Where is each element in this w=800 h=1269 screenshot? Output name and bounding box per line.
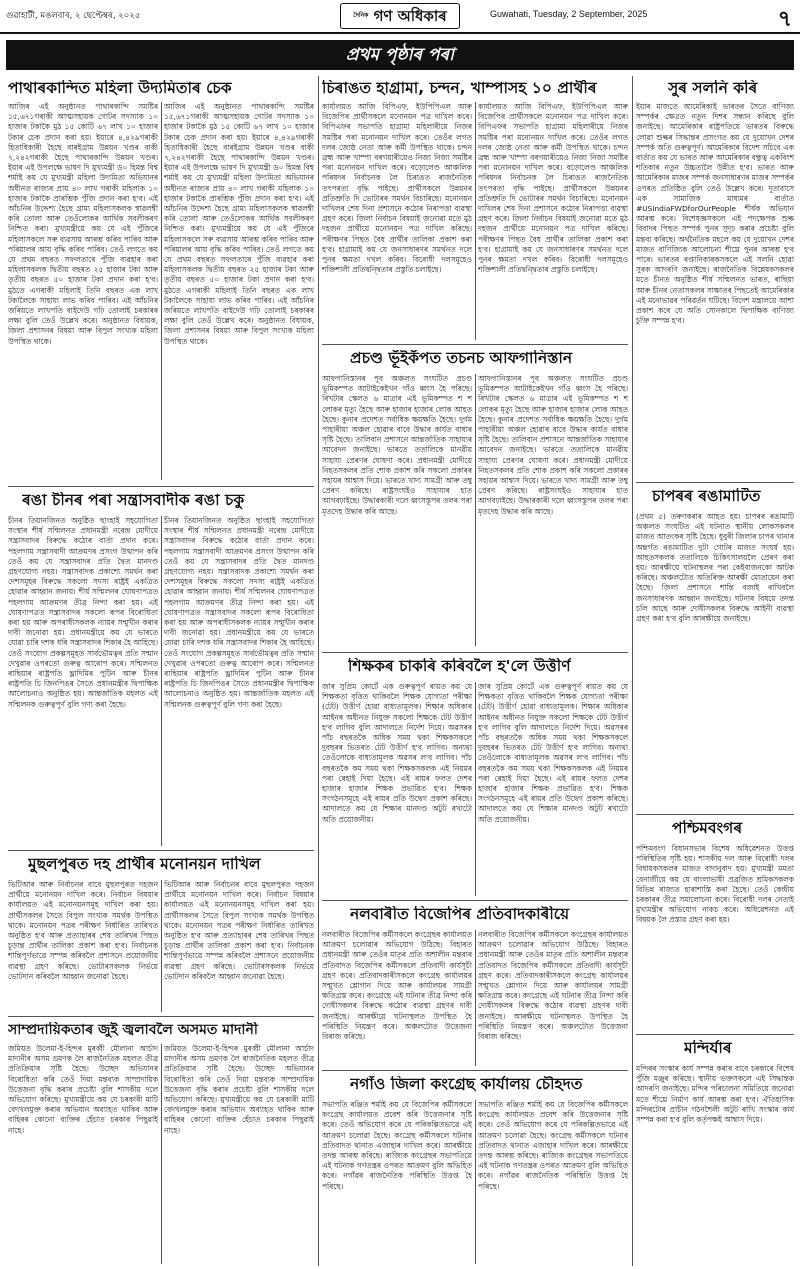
- section-rule: [322, 344, 628, 345]
- article-b2-body-col1: আফগানিস্তানৰ পূব অঞ্চলত সংঘটিত প্ৰচণ্ড ভূমিকম্পত আটাইকেইখন গাঁও ধ্বংস হৈ পৰিছে। ৰিখটাৰ স্কেলত ৬ মাত্ৰাৰ এই ভূমিকম্পত শ শ লোকৰ মৃত্যু হৈছে আৰু হাজাৰ হাজাৰ লোক আহত হৈছে। কুনাৰ প্ৰদেশত সৰ্বাধিক ক্ষয়ক্ষতি হৈছে। দুৰ্গম পাহাৰীয়া অঞ্চল হোৱাৰ বাবে উদ্ধাৰ কাৰ্যত বাধাৰ সৃষ্টি হৈছে। তালিবান প্ৰশাসনে আন্তৰ্জাতিক সাহায্যৰ আবেদন জনাইছে। ভাৰতে ততালিকে মানৱীয় সাহায্য প্ৰেৰণৰ ঘোষণা কৰে। প্ৰধানমন্ত্ৰী মোদীয়ে নিহতসকলৰ প্ৰতি শোক প্ৰকাশ কৰি সকলো প্ৰকাৰৰ সহায়ৰ আশ্বাস দিয়ে। ভাৰতে খাদ্য সামগ্ৰী আৰু তম্বু প্ৰেৰণ কৰিছে। ৰাষ্ট্ৰসংঘইও সাহায্যৰ হাত আগবঢ়াইছে। উদ্ধাৰকাৰী দলে ধ্বংসস্তূপৰ তলৰ পৰা মৃতদেহ উদ্ধাৰ কৰি আছে।: [322, 374, 472, 516]
- article-b4-body-col1: নলবাৰীত বিজেপিৰ কৰ্মীসকলে কংগ্ৰেছৰ কাৰ্যালয়ত আক্ৰমণ চলোৱাৰ অভিযোগ উঠিছে। বিহাৰত প্ৰধানমন্ত্ৰী আৰু তেওঁৰ মাতৃৰ প্ৰতি অশালীন মন্তব্যৰ প্ৰতিবাদত বিজেপিৰ কৰ্মীসকলে প্ৰতিবাদী কাৰ্যসূচী গ্ৰহণ কৰে। প্ৰতিবাদকাৰীসকলে কংগ্ৰেছ কাৰ্যালয়ৰ সন্মুখত শ্লোগান দিয়ে আৰু কাৰ্যালয়ৰ সামগ্ৰী ক্ষতিগ্ৰস্ত কৰে। কংগ্ৰেছে এই ঘটনাৰ তীব্ৰ নিন্দা কৰি দোষীসকলৰ বিৰুদ্ধে কঠোৰ ব্যৱস্থা গ্ৰহণৰ দাবী জনাইছে। আৰক্ষীয়ে ঘটনাস্থলত উপস্থিত হৈ পৰিস্থিতি নিয়ন্ত্ৰণ কৰে। অঞ্চলটোত উত্তেজনা বিৰাজ কৰিছে।: [322, 930, 472, 1042]
- column-rule: [475, 930, 476, 1066]
- section-rule: [322, 900, 628, 901]
- masthead: [0, 0, 800, 34]
- section-rule: [322, 1070, 628, 1071]
- column-rule: [632, 76, 633, 1266]
- article-c2-body: (প্ৰথম ৫) তৰুণকৰাৰ আহত হয়। চাপৰৰ ৰঙামাটি অঞ্চলত সংঘটিত এই ঘটনাত স্থানীয় লোকসকলৰ মাজত আতংকৰ সৃষ্টি হৈছে। ধুবুৰী জিলাৰ চাপৰ থানাৰ অন্তৰ্গত ৰঙামাটিত দুটা গোটৰ মাজত সংঘৰ্ষ হয়। আহতসকলক ততালিকে চিকিৎসালয়লৈ প্ৰেৰণ কৰা হয়। আৰক্ষীয়ে ঘটনাস্থলৰ পৰা কেইবাজনকো আটক কৰিছে। অঞ্চলটোত অতিৰিক্ত আৰক্ষী মোতায়েন কৰা হৈছে। জিলা প্ৰশাসনে শান্তি বজাই ৰাখিবলৈ জনসাধাৰণক আহ্বান জনাইছে। ঘটনাৰ বিষয়ে তদন্ত চলি আছে আৰু দোষীসকলৰ বিৰুদ্ধে আইনী ব্যৱস্থা গ্ৰহণ কৰা হ'ব বুলি আৰক্ষীয়ে জনাইছে।: [636, 512, 794, 624]
- left-dateline: গুৱাহাটী, মঙলবাৰ, ২ ছেপ্টেম্বৰ, ২০২৫: [6, 11, 141, 21]
- column-rule: [161, 1044, 162, 1264]
- section-rule: [322, 652, 628, 653]
- article-b3-body-col2: জাৰ সুপ্ৰিম কোৰ্টে এক গুৰুত্বপূৰ্ণ ৰায়ত কয় যে শিক্ষকতা বৃত্তিত থাকিবলৈ শিক্ষক যোগ্যতা পৰীক্ষা (টেট) উত্তীৰ্ণ হোৱা বাধ্যতামূলক। শিক্ষাৰ অধিকাৰ আইনৰ অধীনত নিযুক্ত সকলো শিক্ষকে টেট উত্তীৰ্ণ হ'ব লাগিব বুলি আদালতে নিৰ্দেশ দিয়ে। অৱসৰৰ পাঁচ বছৰতকৈ অধিক সময় থকা শিক্ষকসকলে দুবছৰৰ ভিতৰত টেট উত্তীৰ্ণ হ'ব লাগিব। অন্যথা তেওঁলোকে বাধ্যতামূলক অৱসৰ ল'ব লাগিব। পাঁচ বছৰতকৈ কম সময় থকা শিক্ষকসকলক এই নিয়মৰ পৰা ৰেহাই দিয়া হৈছে। এই ৰায়ৰ ফলত দেশৰ হাজাৰ হাজাৰ শিক্ষক প্ৰভাৱিত হ'ব। শিক্ষক সংগঠনসমূহে এই ৰায়ৰ প্ৰতি উদ্বেগ প্ৰকাশ কৰিছে। আদালতে কয় যে শিক্ষাৰ মানদণ্ড অটুট ৰখাটো অতি প্ৰয়োজনীয়।: [478, 682, 628, 824]
- article-a4-body-col2: জমিয়ত উলেমা-ই-হিন্দৰ মুৰব্বী মৌলানা আৰ্চাদ মাদানীৰ অসম ভ্ৰমণক লৈ ৰাজনৈতিক মহলত তীব্ৰ প্ৰতিক্ৰিয়াৰ সৃষ্টি হৈছে। উচ্ছেদ অভিযানৰ বিৰোধিতা কৰি তেওঁ দিয়া মন্তব্যক সাম্প্ৰদায়িক উত্তেজনা বৃদ্ধি কৰাৰ প্ৰচেষ্টা বুলি শাসকীয় দলে অভিযোগ কৰিছে। মুখ্যমন্ত্ৰীয়ে কয় যে চৰকাৰী মাটি বেদখলমুক্ত কৰাৰ অভিযান অব্যাহত থাকিব আৰু বাহিৰৰ কোনো ব্যক্তিৰ হেঁচাত চৰকাৰ পিছুৱাই নাহে।: [164, 1044, 314, 1135]
- article-b5-headline: নগাঁও জিলা কংগ্ৰেছ কাৰ্যালয় চৌহদত: [350, 1076, 583, 1093]
- article-b2-body-col2: আফগানিস্তানৰ পূব অঞ্চলত সংঘটিত প্ৰচণ্ড ভূমিকম্পত আটাইকেইখন গাঁও ধ্বংস হৈ পৰিছে। ৰিখটাৰ স্কেলত ৬ মাত্ৰাৰ এই ভূমিকম্পত শ শ লোকৰ মৃত্যু হৈছে আৰু হাজাৰ হাজাৰ লোক আহত হৈছে। কুনাৰ প্ৰদেশত সৰ্বাধিক ক্ষয়ক্ষতি হৈছে। দুৰ্গম পাহাৰীয়া অঞ্চল হোৱাৰ বাবে উদ্ধাৰ কাৰ্যত বাধাৰ সৃষ্টি হৈছে। তালিবান প্ৰশাসনে আন্তৰ্জাতিক সাহায্যৰ আবেদন জনাইছে। ভাৰতে ততালিকে মানৱীয় সাহায্য প্ৰেৰণৰ ঘোষণা কৰে। প্ৰধানমন্ত্ৰী মোদীয়ে নিহতসকলৰ প্ৰতি শোক প্ৰকাশ কৰি সকলো প্ৰকাৰৰ সহায়ৰ আশ্বাস দিয়ে। ভাৰতে খাদ্য সামগ্ৰী আৰু তম্বু প্ৰেৰণ কৰিছে। ৰাষ্ট্ৰসংঘইও সাহায্যৰ হাত আগবঢ়াইছে। উদ্ধাৰকাৰী দলে ধ্বংসস্তূপৰ তলৰ পৰা মৃতদেহ উদ্ধাৰ কৰি আছে।: [478, 374, 628, 516]
- column-rule: [161, 102, 162, 480]
- article-b4-body-col2: নলবাৰীত বিজেপিৰ কৰ্মীসকলে কংগ্ৰেছৰ কাৰ্যালয়ত আক্ৰমণ চলোৱাৰ অভিযোগ উঠিছে। বিহাৰত প্ৰধানমন্ত্ৰী আৰু তেওঁৰ মাতৃৰ প্ৰতি অশালীন মন্তব্যৰ প্ৰতিবাদত বিজেপিৰ কৰ্মীসকলে প্ৰতিবাদী কাৰ্যসূচী গ্ৰহণ কৰে। প্ৰতিবাদকাৰীসকলে কংগ্ৰেছ কাৰ্যালয়ৰ সন্মুখত শ্লোগান দিয়ে আৰু কাৰ্যালয়ৰ সামগ্ৰী ক্ষতিগ্ৰস্ত কৰে। কংগ্ৰেছে এই ঘটনাৰ তীব্ৰ নিন্দা কৰি দোষীসকলৰ বিৰুদ্ধে কঠোৰ ব্যৱস্থা গ্ৰহণৰ দাবী জনাইছে। আৰক্ষীয়ে ঘটনাস্থলত উপস্থিত হৈ পৰিস্থিতি নিয়ন্ত্ৰণ কৰে। অঞ্চলটোত উত্তেজনা বিৰাজ কৰিছে।: [478, 930, 628, 1042]
- page-number: ৭: [777, 7, 792, 32]
- section-banner: প্ৰথম পৃষ্ঠাৰ পৰা: [6, 40, 794, 70]
- logo-text: গণ অধিকাৰ: [373, 7, 447, 25]
- article-b1-body-col1: কাৰ্যালয়ত আজি বিপিএফ, ইউপিপিএল আৰু বিজেপিৰ প্ৰাৰ্থীসকলে মনোনয়ন পত্ৰ দাখিল কৰে। বিপিএফৰ সভাপতি হাগ্ৰামা মহিলাৰীয়ে নিজৰ সমষ্টিৰ পৰা মনোনয়ন দাখিল কৰে। তেওঁৰ লগত দলৰ জ্যেষ্ঠ নেতা আৰু কৰ্মী উপস্থিত থাকে। চন্দন ব্ৰহ্ম আৰু খাম্পা বৰগয়াৰীয়েও নিজা নিজা সমষ্টিৰ পৰা মনোনয়ন দাখিল কৰে। বড়োলেণ্ড আঞ্চলিক পৰিষদৰ নিৰ্বাচনক লৈ চিৰাঙত ৰাজনৈতিক তৎপৰতা বৃদ্ধি পাইছে। প্ৰাৰ্থীসকলে উন্নয়নৰ প্ৰতিশ্ৰুতি দি ভোটাৰৰ সমৰ্থন বিচাৰিছে। মনোনয়ন দাখিলৰ শেষ দিনা প্ৰশাসনে কঠোৰ নিৰাপত্তা ব্যৱস্থা গ্ৰহণ কৰে। জিলা নিৰ্বাচন বিষয়াই জনোৱা মতে মুঠ দহজন প্ৰাৰ্থীয়ে মনোনয়ন পত্ৰ দাখিল কৰিছে। পৰীক্ষণৰ পিছত বৈধ প্ৰাৰ্থীৰ তালিকা প্ৰকাশ কৰা হ'ব। হাগ্ৰামাই কয় যে জনসাধাৰণৰ সমৰ্থনত দলে পুনৰ ক্ষমতা দখল কৰিব। বিৰোধী দলসমূহেও শক্তিশালী প্ৰতিদ্বন্দ্বিতাৰ প্ৰস্তুতি চলাইছে।: [322, 102, 472, 275]
- section-rule: [636, 1034, 794, 1035]
- section-rule: [636, 814, 794, 815]
- article-c4-body: মন্দিৰৰ সংস্কাৰ কাৰ্য সম্পন্ন কৰাৰ বাবে চৰকাৰে বিশেষ পুঁজি মঞ্জুৰ কৰিছে। স্থানীয় ভক্তসকলে এই সিদ্ধান্তক আদৰণি জনাইছে। মন্দিৰ পৰিচালনা সমিতিয়ে জনোৱা মতে শীঘ্ৰে নিৰ্মাণ কাৰ্য আৰম্ভ কৰা হ'ব। ঐতিহাসিক মন্দিৰটোৰ প্ৰাচীন গঠনশৈলী অটুট ৰাখি সংস্কাৰ কাৰ্য সম্পন্ন কৰা হ'ব বুলি কৰ্তৃপক্ষই আশ্বাস দিয়ে।: [636, 1064, 794, 1125]
- article-b5-body-col1: সভাপতি ৰঞ্জিত শৰ্মাই কয় যে বিজেপিৰ কৰ্মীসকলে কংগ্ৰেছ কাৰ্যালয়ত প্ৰবেশ কৰি উত্তেজনাৰ সৃষ্টি কৰে। তেওঁ অভিযোগ কৰে যে পৰিকল্পিতভাৱে এই আক্ৰমণ চলোৱা হৈছে। কংগ্ৰেছ কৰ্মীসকলে ঘটনাৰ প্ৰতিবাদত থানাত এজাহাৰ দাখিল কৰে। আৰক্ষীয়ে তদন্ত আৰম্ভ কৰিছে। ৰাজ্যিক কংগ্ৰেছৰ সভাপতিয়ে এই ঘটনাক গণতন্ত্ৰৰ ওপৰত আক্ৰমণ বুলি অভিহিত কৰে। নগাঁৱৰ ৰাজনৈতিক পৰিস্থিতি উত্তপ্ত হৈ পৰিছে।: [322, 1100, 472, 1191]
- article-c2-headline: চাপৰৰ ৰঙামাটিত: [652, 488, 761, 505]
- article-a4-body-col1: জমিয়ত উলেমা-ই-হিন্দৰ মুৰব্বী মৌলানা আৰ্চাদ মাদানীৰ অসম ভ্ৰমণক লৈ ৰাজনৈতিক মহলত তীব্ৰ প্ৰতিক্ৰিয়াৰ সৃষ্টি হৈছে। উচ্ছেদ অভিযানৰ বিৰোধিতা কৰি তেওঁ দিয়া মন্তব্যক সাম্প্ৰদায়িক উত্তেজনা বৃদ্ধি কৰাৰ প্ৰচেষ্টা বুলি শাসকীয় দলে অভিযোগ কৰিছে। মুখ্যমন্ত্ৰীয়ে কয় যে চৰকাৰী মাটি বেদখলমুক্ত কৰাৰ অভিযান অব্যাহত থাকিব আৰু বাহিৰৰ কোনো ব্যক্তিৰ হেঁচাত চৰকাৰ পিছুৱাই নাহে।: [8, 1044, 158, 1135]
- column-rule: [318, 76, 319, 1266]
- article-b5-body-col2: সভাপতি ৰঞ্জিত শৰ্মাই কয় যে বিজেপিৰ কৰ্মীসকলে কংগ্ৰেছ কাৰ্যালয়ত প্ৰবেশ কৰি উত্তেজনাৰ সৃষ্টি কৰে। তেওঁ অভিযোগ কৰে যে পৰিকল্পিতভাৱে এই আক্ৰমণ চলোৱা হৈছে। কংগ্ৰেছ কৰ্মীসকলে ঘটনাৰ প্ৰতিবাদত থানাত এজাহাৰ দাখিল কৰে। আৰক্ষীয়ে তদন্ত আৰম্ভ কৰিছে। ৰাজ্যিক কংগ্ৰেছৰ সভাপতিয়ে এই ঘটনাক গণতন্ত্ৰৰ ওপৰত আক্ৰমণ বুলি অভিহিত কৰে। নগাঁৱৰ ৰাজনৈতিক পৰিস্থিতি উত্তপ্ত হৈ পৰিছে।: [478, 1100, 628, 1191]
- article-c3-headline: পশ্চিমবংগৰ: [672, 820, 743, 837]
- section-rule: [8, 1016, 314, 1017]
- article-b3-headline: শিক্ষকৰ চাকৰি কৰিবলৈ হ'লে উত্তীৰ্ণ: [348, 658, 571, 675]
- article-c3-body: পশ্চিমবংগ বিধানসভাৰ বিশেষ অধিৱেশনত উত্তপ্ত পৰিস্থিতিৰ সৃষ্টি হয়। শাসকীয় দল আৰু বিৰোধী দলৰ বিধায়কসকলৰ মাজত বাদানুবাদ হয়। মুখ্যমন্ত্ৰী মমতা বেনাৰ্জীয়ে কয় যে বাংলাভাষী প্ৰব্ৰজিত শ্ৰমিকসকলক বিভিন্ন ৰাজ্যত হাৰাশাস্তি কৰা হৈছে। তেওঁ কেন্দ্ৰীয় চৰকাৰৰ তীব্ৰ সমালোচনা কৰে। বিৰোধী দলৰ নেতাই মুখ্যমন্ত্ৰীৰ অভিযোগ নাকচ কৰে। অধিৱেশনত এই বিষয়ক লৈ প্ৰস্তাৱ গ্ৰহণ কৰা হয়।: [636, 844, 794, 925]
- right-dateline: Guwahati, Tuesday, 2 September, 2025: [490, 9, 648, 19]
- article-a3-body-col2: ভিটিআৰ আৰু নিৰ্বাচনৰ বাবে মুছলপুৰত দহজন প্ৰাৰ্থীয়ে মনোনয়ন দাখিল কৰে। নিৰ্বাচন বিষয়াৰ কাৰ্যালয়ত এই মনোনয়নসমূহ দাখিল কৰা হয়। প্ৰাৰ্থীসকলৰ সৈতে বিপুল সংখ্যক সমৰ্থক উপস্থিত থাকে। মনোনয়ন পত্ৰৰ পৰীক্ষণ নিৰ্ধাৰিত তাৰিখত অনুষ্ঠিত হ'ব আৰু প্ৰত্যাহাৰৰ শেষ তাৰিখৰ পিছত চূড়ান্ত প্ৰাৰ্থীৰ তালিকা প্ৰকাশ কৰা হ'ব। নিৰ্বাচনক শান্তিপূৰ্ণভাৱে সম্পন্ন কৰিবলৈ প্ৰশাসনে প্ৰয়োজনীয় ব্যৱস্থা গ্ৰহণ কৰিছে। ভোটাৰসকলক নিৰ্ভয়ে ভোটদান কৰিবলৈ আহ্বান জনোৱা হৈছে।: [164, 880, 314, 981]
- article-a2-headline: ৰঙা চীনৰ পৰা সন্ত্ৰাসবাদীক ৰঙা চকু: [22, 492, 245, 509]
- article-b2-headline: প্ৰচণ্ড ভূঁইকঁপত তচনচ আফগানিস্তান: [350, 350, 573, 367]
- article-b1-body-col2: কাৰ্যালয়ত আজি বিপিএফ, ইউপিপিএল আৰু বিজেপিৰ প্ৰাৰ্থীসকলে মনোনয়ন পত্ৰ দাখিল কৰে। বিপিএফৰ সভাপতি হাগ্ৰামা মহিলাৰীয়ে নিজৰ সমষ্টিৰ পৰা মনোনয়ন দাখিল কৰে। তেওঁৰ লগত দলৰ জ্যেষ্ঠ নেতা আৰু কৰ্মী উপস্থিত থাকে। চন্দন ব্ৰহ্ম আৰু খাম্পা বৰগয়াৰীয়েও নিজা নিজা সমষ্টিৰ পৰা মনোনয়ন দাখিল কৰে। বড়োলেণ্ড আঞ্চলিক পৰিষদৰ নিৰ্বাচনক লৈ চিৰাঙত ৰাজনৈতিক তৎপৰতা বৃদ্ধি পাইছে। প্ৰাৰ্থীসকলে উন্নয়নৰ প্ৰতিশ্ৰুতি দি ভোটাৰৰ সমৰ্থন বিচাৰিছে। মনোনয়ন দাখিলৰ শেষ দিনা প্ৰশাসনে কঠোৰ নিৰাপত্তা ব্যৱস্থা গ্ৰহণ কৰে। জিলা নিৰ্বাচন বিষয়াই জনোৱা মতে মুঠ দহজন প্ৰাৰ্থীয়ে মনোনয়ন পত্ৰ দাখিল কৰিছে। পৰীক্ষণৰ পিছত বৈধ প্ৰাৰ্থীৰ তালিকা প্ৰকাশ কৰা হ'ব। হাগ্ৰামাই কয় যে জনসাধাৰণৰ সমৰ্থনত দলে পুনৰ ক্ষমতা দখল কৰিব। বিৰোধী দলসমূহেও শক্তিশালী প্ৰতিদ্বন্দ্বিতাৰ প্ৰস্তুতি চলাইছে।: [478, 102, 628, 275]
- article-a4-headline: সাম্প্ৰদায়িকতাৰ জুই জ্বলাবলৈ অসমত মাদানী: [8, 1022, 258, 1038]
- article-a3-headline: মুছলপুৰত দহ প্ৰাৰ্থীৰ মনোনয়ন দাখিল: [28, 856, 261, 873]
- logo-prefix: দৈনিক: [353, 12, 369, 19]
- article-a1-headline: পাথাৰকান্দিত মহিলা উদ্যমিতাৰ চেক: [8, 80, 232, 97]
- newspaper-logo: [340, 3, 460, 29]
- article-a2-body-col1: চীনৰ তিয়ানজিনত অনুষ্ঠিত ছাংহাই সহযোগিতা সংস্থাৰ শীৰ্ষ সন্মিলনত প্ৰধানমন্ত্ৰী নৰেন্দ্ৰ মোদীয়ে সন্ত্ৰাসবাদৰ বিৰুদ্ধে কঠোৰ বাৰ্তা প্ৰদান কৰে। পহলগাম সন্ত্ৰাসবাদী আক্ৰমণৰ প্ৰসংগ উত্থাপন কৰি তেওঁ কয় যে সন্ত্ৰাসবাদৰ প্ৰতি দ্বৈত মানদণ্ড গ্ৰহণযোগ্য নহয়। সন্ত্ৰাসবাদক প্ৰকাশ্যে সমৰ্থন কৰা দেশসমূহৰ বিৰুদ্ধে সকলো সদস্য ৰাষ্ট্ৰই একত্ৰিত হোৱাৰ আহ্বান জনায়। শীৰ্ষ সন্মিলনৰ ঘোষণাপত্ৰত পহলগাম আক্ৰমণৰ তীব্ৰ নিন্দা কৰা হয়। এই ঘোষণাপত্ৰত সন্ত্ৰাসবাদৰ সকলো ৰূপৰ বিৰোধিতা কৰা হয় আৰু অপৰাধীসকলক ন্যায়ৰ সন্মুখীন কৰাৰ দাবী জনোৱা হয়। প্ৰধানমন্ত্ৰীয়ে কয় যে ভাৰতে যোৱা চাৰি দশক ধৰি সন্ত্ৰাসবাদৰ শিকাৰ হৈ আহিছে। তেওঁ সংযোগ প্ৰকল্পসমূহত সাৰ্বভৌমত্বৰ প্ৰতি সন্মান দেখুৱাৰ ওপৰতো গুৰুত্ব আৰোপ কৰে। সন্মিলনত ৰাছিয়াৰ ৰাষ্ট্ৰপতি ভ্লাদিমিৰ পুটিন আৰু চীনৰ ৰাষ্ট্ৰপতি চি জিনপিঙৰ সৈতে প্ৰধানমন্ত্ৰীৰ দ্বিপাক্ষিক আলোচনাও অনুষ্ঠিত হয়। আন্তৰ্জাতিক মহলত এই সন্মিলনক গুৰুত্বপূৰ্ণ বুলি গণ্য কৰা হৈছে।: [8, 516, 158, 709]
- article-b1-headline: চিৰাঙত হাগ্ৰামা, চন্দন, খাম্পাসহ ১০ প্ৰাৰ্থীৰ: [322, 80, 597, 97]
- column-rule: [475, 374, 476, 646]
- article-b3-body-col1: জাৰ সুপ্ৰিম কোৰ্টে এক গুৰুত্বপূৰ্ণ ৰায়ত কয় যে শিক্ষকতা বৃত্তিত থাকিবলৈ শিক্ষক যোগ্যতা পৰীক্ষা (টেট) উত্তীৰ্ণ হোৱা বাধ্যতামূলক। শিক্ষাৰ অধিকাৰ আইনৰ অধীনত নিযুক্ত সকলো শিক্ষকে টেট উত্তীৰ্ণ হ'ব লাগিব বুলি আদালতে নিৰ্দেশ দিয়ে। অৱসৰৰ পাঁচ বছৰতকৈ অধিক সময় থকা শিক্ষকসকলে দুবছৰৰ ভিতৰত টেট উত্তীৰ্ণ হ'ব লাগিব। অন্যথা তেওঁলোকে বাধ্যতামূলক অৱসৰ ল'ব লাগিব। পাঁচ বছৰতকৈ কম সময় থকা শিক্ষকসকলক এই নিয়মৰ পৰা ৰেহাই দিয়া হৈছে। এই ৰায়ৰ ফলত দেশৰ হাজাৰ হাজাৰ শিক্ষক প্ৰভাৱিত হ'ব। শিক্ষক সংগঠনসমূহে এই ৰায়ৰ প্ৰতি উদ্বেগ প্ৰকাশ কৰিছে। আদালতে কয় যে শিক্ষাৰ মানদণ্ড অটুট ৰখাটো অতি প্ৰয়োজনীয়।: [322, 682, 472, 824]
- column-rule: [161, 516, 162, 846]
- article-a3-body-col1: ভিটিআৰ আৰু নিৰ্বাচনৰ বাবে মুছলপুৰত দহজন প্ৰাৰ্থীয়ে মনোনয়ন দাখিল কৰে। নিৰ্বাচন বিষয়াৰ কাৰ্যালয়ত এই মনোনয়নসমূহ দাখিল কৰা হয়। প্ৰাৰ্থীসকলৰ সৈতে বিপুল সংখ্যক সমৰ্থক উপস্থিত থাকে। মনোনয়ন পত্ৰৰ পৰীক্ষণ নিৰ্ধাৰিত তাৰিখত অনুষ্ঠিত হ'ব আৰু প্ৰত্যাহাৰৰ শেষ তাৰিখৰ পিছত চূড়ান্ত প্ৰাৰ্থীৰ তালিকা প্ৰকাশ কৰা হ'ব। নিৰ্বাচনক শান্তিপূৰ্ণভাৱে সম্পন্ন কৰিবলৈ প্ৰশাসনে প্ৰয়োজনীয় ব্যৱস্থা গ্ৰহণ কৰিছে। ভোটাৰসকলক নিৰ্ভয়ে ভোটদান কৰিবলৈ আহ্বান জনোৱা হৈছে।: [8, 880, 158, 981]
- section-rule: [636, 482, 794, 483]
- section-rule: [8, 486, 314, 487]
- article-b4-headline: নলবাৰীত বিজেপিৰ প্ৰতিবাদকাৰীয়ে: [350, 906, 570, 923]
- article-a1-body-col1: আজিৰ এই অনুষ্ঠানত পাথাৰকান্দি সমষ্টিৰ ১৫,৬৭১গৰাকী আত্মসহায়ক গোটৰ সদস্যাক ১০ হাজাৰ টকাকৈ মুঠ ১৫ কোটি ৬৭ লাখ ১০ হাজাৰ টকাৰ চেক প্ৰদান কৰা হয়। ইয়াৰে ৪,৪২৯গৰাকী হিতাধিকাৰী হৈছে বাৰইগ্ৰাম উন্নয়ন খণ্ডৰ বাকী ৭,২৪২গৰাকী হৈছে পাথাৰকান্দি উন্নয়ন খণ্ডৰ। ইয়াৰ এই উপলক্ষে ভাষণ দি মুখ্যমন্ত্ৰী ড০ হিমন্ত বিশ্ব শৰ্মাই কয় যে মুখ্যমন্ত্ৰী মহিলা উদ্যমিতা অভিযানৰ অধীনত ৰাজ্যৰ প্ৰায় ৪০ লাখ গৰাকী মহিলাক ১০ হাজাৰ টকাকৈ প্ৰাৰম্ভিক পুঁজি প্ৰদান কৰা হ'ব। এই আঁচনিৰ উদ্দেশ্য হৈছে গ্ৰাম্য মহিলাসকলক স্বাৱলম্বী কৰি তোলা আৰু তেওঁলোকৰ আৰ্থিক সবলীকৰণ নিশ্চিত কৰা। মুখ্যমন্ত্ৰীয়ে কয় যে এই পুঁজিৰে মহিলাসকলে সৰু ব্যৱসায় আৰম্ভ কৰিব পাৰিব আৰু পৰিয়ালৰ আয় বৃদ্ধি কৰিব পাৰিব। তেওঁ লগতে কয় যে প্ৰথম বছৰত সফলতাৰে পুঁজি ব্যৱহাৰ কৰা মহিলাসকলক দ্বিতীয় বছৰত ২৫ হাজাৰ টকা আৰু তৃতীয় বছৰত ৫০ হাজাৰ টকা প্ৰদান কৰা হ'ব। মুঠতে এগৰাকী মহিলাই তিনি বছৰত এক লাখ টকালৈকে সাহায্য লাভ কৰিব পাৰিব। এই আঁচনিৰ জৰিয়তে লাখপতি বাইদেউ গঢ়ি তোলাই চৰকাৰৰ লক্ষ্য বুলি তেওঁ উল্লেখ কৰে। অনুষ্ঠানত বিধায়ক, জিলা প্ৰশাসনৰ বিষয়া আৰু বিপুল সংখ্যক মহিলা উপস্থিত থাকে।: [8, 102, 158, 346]
- article-c1-headline: সুৰ সলনি কৰি: [668, 80, 758, 97]
- article-c4-headline: মন্দিৰ্যাৰ: [684, 1040, 732, 1057]
- article-a2-body-col2: চীনৰ তিয়ানজিনত অনুষ্ঠিত ছাংহাই সহযোগিতা সংস্থাৰ শীৰ্ষ সন্মিলনত প্ৰধানমন্ত্ৰী নৰেন্দ্ৰ মোদীয়ে সন্ত্ৰাসবাদৰ বিৰুদ্ধে কঠোৰ বাৰ্তা প্ৰদান কৰে। পহলগাম সন্ত্ৰাসবাদী আক্ৰমণৰ প্ৰসংগ উত্থাপন কৰি তেওঁ কয় যে সন্ত্ৰাসবাদৰ প্ৰতি দ্বৈত মানদণ্ড গ্ৰহণযোগ্য নহয়। সন্ত্ৰাসবাদক প্ৰকাশ্যে সমৰ্থন কৰা দেশসমূহৰ বিৰুদ্ধে সকলো সদস্য ৰাষ্ট্ৰই একত্ৰিত হোৱাৰ আহ্বান জনায়। শীৰ্ষ সন্মিলনৰ ঘোষণাপত্ৰত পহলগাম আক্ৰমণৰ তীব্ৰ নিন্দা কৰা হয়। এই ঘোষণাপত্ৰত সন্ত্ৰাসবাদৰ সকলো ৰূপৰ বিৰোধিতা কৰা হয় আৰু অপৰাধীসকলক ন্যায়ৰ সন্মুখীন কৰাৰ দাবী জনোৱা হয়। প্ৰধানমন্ত্ৰীয়ে কয় যে ভাৰতে যোৱা চাৰি দশক ধৰি সন্ত্ৰাসবাদৰ শিকাৰ হৈ আহিছে। তেওঁ সংযোগ প্ৰকল্পসমূহত সাৰ্বভৌমত্বৰ প্ৰতি সন্মান দেখুৱাৰ ওপৰতো গুৰুত্ব আৰোপ কৰে। সন্মিলনত ৰাছিয়াৰ ৰাষ্ট্ৰপতি ভ্লাদিমিৰ পুটিন আৰু চীনৰ ৰাষ্ট্ৰপতি চি জিনপিঙৰ সৈতে প্ৰধানমন্ত্ৰীৰ দ্বিপাক্ষিক আলোচনাও অনুষ্ঠিত হয়। আন্তৰ্জাতিক মহলত এই সন্মিলনক গুৰুত্বপূৰ্ণ বুলি গণ্য কৰা হৈছে।: [164, 516, 314, 709]
- column-rule: [475, 1100, 476, 1264]
- column-rule: [161, 880, 162, 1012]
- article-a1-body-col2: আজিৰ এই অনুষ্ঠানত পাথাৰকান্দি সমষ্টিৰ ১৫,৬৭১গৰাকী আত্মসহায়ক গোটৰ সদস্যাক ১০ হাজাৰ টকাকৈ মুঠ ১৫ কোটি ৬৭ লাখ ১০ হাজাৰ টকাৰ চেক প্ৰদান কৰা হয়। ইয়াৰে ৪,৪২৯গৰাকী হিতাধিকাৰী হৈছে বাৰইগ্ৰাম উন্নয়ন খণ্ডৰ বাকী ৭,২৪২গৰাকী হৈছে পাথাৰকান্দি উন্নয়ন খণ্ডৰ। ইয়াৰ এই উপলক্ষে ভাষণ দি মুখ্যমন্ত্ৰী ড০ হিমন্ত বিশ্ব শৰ্মাই কয় যে মুখ্যমন্ত্ৰী মহিলা উদ্যমিতা অভিযানৰ অধীনত ৰাজ্যৰ প্ৰায় ৪০ লাখ গৰাকী মহিলাক ১০ হাজাৰ টকাকৈ প্ৰাৰম্ভিক পুঁজি প্ৰদান কৰা হ'ব। এই আঁচনিৰ উদ্দেশ্য হৈছে গ্ৰাম্য মহিলাসকলক স্বাৱলম্বী কৰি তোলা আৰু তেওঁলোকৰ আৰ্থিক সবলীকৰণ নিশ্চিত কৰা। মুখ্যমন্ত্ৰীয়ে কয় যে এই পুঁজিৰে মহিলাসকলে সৰু ব্যৱসায় আৰম্ভ কৰিব পাৰিব আৰু পৰিয়ালৰ আয় বৃদ্ধি কৰিব পাৰিব। তেওঁ লগতে কয় যে প্ৰথম বছৰত সফলতাৰে পুঁজি ব্যৱহাৰ কৰা মহিলাসকলক দ্বিতীয় বছৰত ২৫ হাজাৰ টকা আৰু তৃতীয় বছৰত ৫০ হাজাৰ টকা প্ৰদান কৰা হ'ব। মুঠতে এগৰাকী মহিলাই তিনি বছৰত এক লাখ টকালৈকে সাহায্য লাভ কৰিব পাৰিব। এই আঁচনিৰ জৰিয়তে লাখপতি বাইদেউ গঢ়ি তোলাই চৰকাৰৰ লক্ষ্য বুলি তেওঁ উল্লেখ কৰে। অনুষ্ঠানত বিধায়ক, জিলা প্ৰশাসনৰ বিষয়া আৰু বিপুল সংখ্যক মহিলা উপস্থিত থাকে।: [164, 102, 314, 346]
- column-rule: [475, 682, 476, 896]
- article-c1-body: ইয়াৰ মাজতে আমেৰিকাই ভাৰতৰ সৈতে বাণিজ্য সম্পৰ্কৰ ক্ষেত্ৰত নতুন দিশৰ সন্ধান কৰিছে বুলি জনাইছে। আমেৰিকাৰ ৰাষ্ট্ৰপতিয়ে ভাৰতৰ বিৰুদ্ধে লোৱা শুল্কৰ সিদ্ধান্তৰ প্ৰসংগত কয় যে দুয়োখন দেশৰ সম্পৰ্ক অতি গুৰুত্বপূৰ্ণ। আমেৰিকাৰ বিদেশ সচিবে এক বাৰ্তাত কয় যে ভাৰত আৰু আমেৰিকাৰ বন্ধুত্ব একবিংশ শতিকাৰ নতুন উচ্চতালৈ উন্নীত হ'ব। ভাৰত আৰু আমেৰিকাৰ মাজৰ সম্পৰ্ক জনসাধাৰণৰ মাজৰ সম্পৰ্কৰ ওপৰত প্ৰতিষ্ঠিত বুলি তেওঁ উল্লেখ কৰে। দূতাবাসে এক সামাজিক মাধ্যমৰ বাৰ্তাত #USIndiaFWDforOurPeople শীৰ্ষক অভিযান আৰম্ভ কৰে। বিশেষজ্ঞসকলে এই পদক্ষেপক শুল্ক বিবাদৰ পিছত সম্পৰ্ক পুনৰ সুদৃঢ় কৰাৰ প্ৰচেষ্টা বুলি মন্তব্য কৰিছে। অৰ্থনৈতিক মহলে কয় যে দুয়োখন দেশৰ মাজত বাণিজ্যিক আলোচনা শীঘ্ৰে পুনৰ আৰম্ভ হ'ব পাৰে। ভাৰতৰ ৰপ্তানিকাৰকসকলে এই সলনি হোৱা সুৰক আদৰণি জনাইছে। ৰাজনৈতিক বিশ্লেষকসকলৰ মতে চীনত অনুষ্ঠিত শীৰ্ষ সন্মিলনত ভাৰত, ৰাছিয়া আৰু চীনৰ নেতাসকলৰ সাক্ষাতৰ পিছতেই আমেৰিকাৰ এই মনোভাৱৰ পৰিৱৰ্তন ঘটিছে। বিদেশ মন্ত্ৰালয়ে আশা প্ৰকাশ কৰে যে অতি সোনকালে দ্বিপাক্ষিক বাণিজ্য চুক্তি সম্পন্ন হ'ব।: [636, 102, 794, 326]
- section-rule: [8, 850, 314, 851]
- column-rule: [475, 102, 476, 340]
